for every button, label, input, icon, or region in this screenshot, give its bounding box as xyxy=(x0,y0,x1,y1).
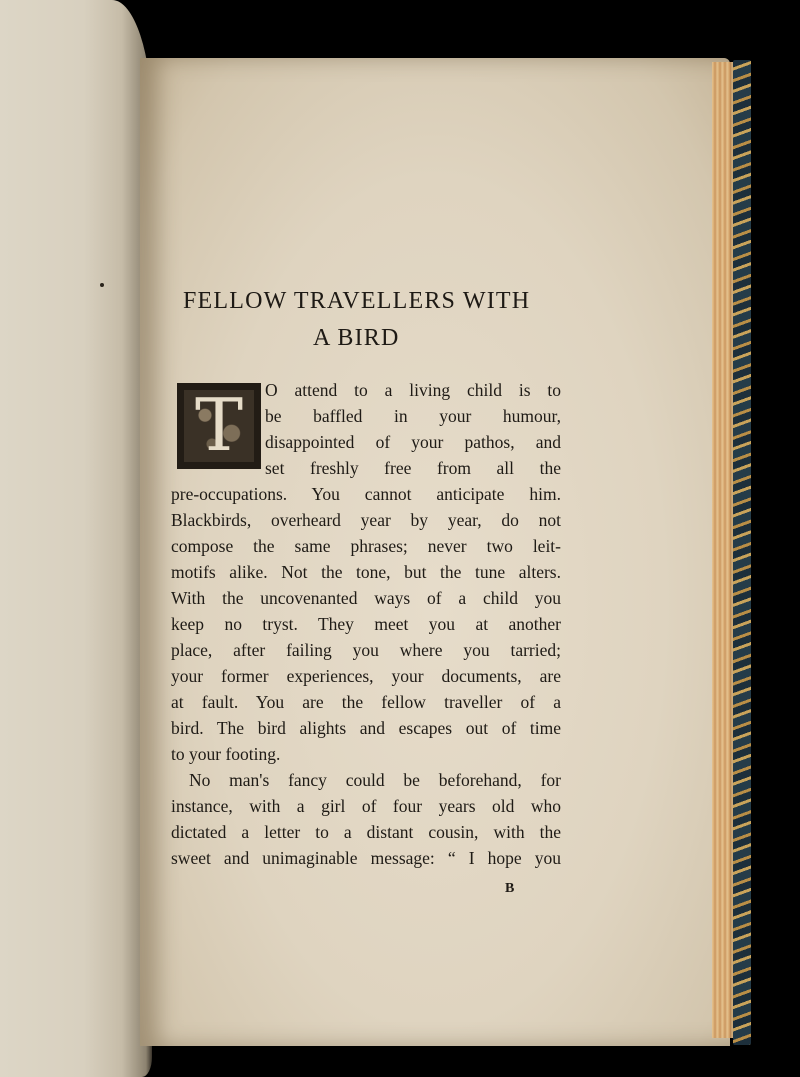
ornamental-drop-cap xyxy=(177,383,261,469)
text-line: compose the same phrases; never two leit- xyxy=(171,536,561,556)
left-facing-page xyxy=(0,0,152,1077)
text-line: motifs alike. Not the tone, but the tune alters. xyxy=(171,562,561,582)
text-line: to your footing. xyxy=(171,744,281,764)
text-line: at fault. You are the fellow traveller of a xyxy=(171,692,561,712)
ink-mark xyxy=(100,283,104,287)
text-line: Blackbirds, overheard year by year, do not xyxy=(171,510,561,530)
text-line: set freshly free from all the xyxy=(265,458,561,478)
text-line: place, after failing you where you tarried; xyxy=(171,640,561,660)
text-line: With the uncovenanted ways of a child you xyxy=(171,588,561,608)
text-line: disappointed of your pathos, and xyxy=(265,432,561,452)
text-line: sweet and unimaginable message: “ I hope you xyxy=(171,848,561,868)
chapter-title-line-2: A BIRD xyxy=(313,325,400,351)
signature-mark: B xyxy=(505,881,515,896)
text-line: No man's fancy could be beforehand, for xyxy=(189,770,561,790)
text-line: your former experiences, your documents, are xyxy=(171,666,561,686)
text-line: keep no tryst. They meet you at another xyxy=(171,614,561,634)
marbled-cover-edge xyxy=(733,60,751,1045)
text-line: O attend to a living child is to xyxy=(265,380,561,400)
text-line: instance, with a girl of four years old who xyxy=(171,796,561,816)
text-line: bird. The bird alights and escapes out of time xyxy=(171,718,561,738)
text-line: dictated a letter to a distant cousin, with the xyxy=(171,822,561,842)
text-line: be baffled in your humour, xyxy=(265,406,561,426)
drop-cap-letter: T xyxy=(194,383,244,467)
chapter-title-line-1: FELLOW TRAVELLERS WITH xyxy=(183,288,531,314)
text-line: pre-occupations. You cannot anticipate him. xyxy=(171,484,561,504)
